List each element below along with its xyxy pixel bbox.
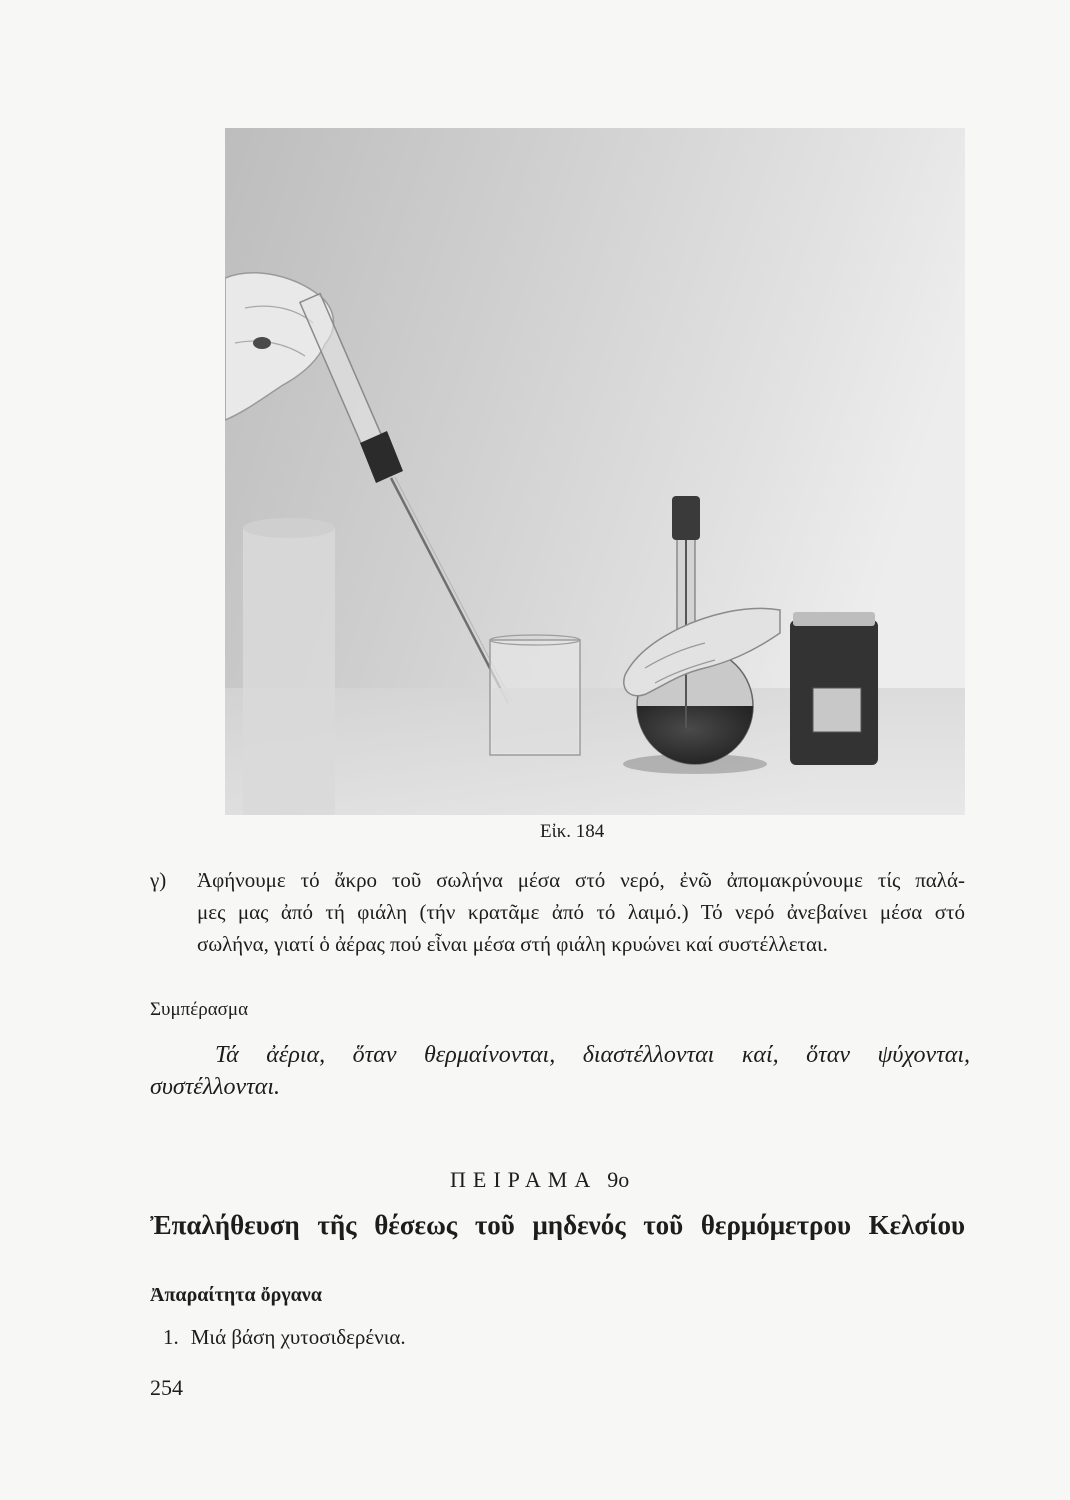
experiment-heading: [450, 1164, 629, 1196]
conclusion-heading: Συμπέρασμα: [150, 999, 249, 1020]
jar-label: [813, 688, 861, 732]
equipment-item-text: Μιά βάση χυτοσιδερένια.: [190, 1325, 406, 1349]
conclusion-text-line: Τά ἀέρια, ὅταν θερμαίνονται, διαστέλλονται καί, ὅταν ψύχονται,: [215, 1042, 970, 1068]
step-text-line: μες μας ἀπό τή φιάλη (τήν κρατᾶμε ἀπό τό λαιμό.) Τό νερό ἀνεβαίνει μέσα στό: [197, 900, 965, 924]
equipment-item: [163, 1321, 406, 1353]
ring: [253, 337, 271, 349]
equipment-heading: Ἀπαραίτητα ὄργανα: [150, 1284, 322, 1306]
figure-caption: Εἰκ. 184: [540, 821, 605, 842]
lamp-stand: [243, 518, 335, 815]
photo-illustration: [225, 128, 965, 815]
flask-cork: [672, 496, 700, 540]
jar: [790, 612, 878, 765]
beaker: [490, 635, 580, 755]
conclusion-text-line: συστέλλονται.: [150, 1074, 281, 1100]
experiment-title: Ἐπαλήθευση τῆς θέσεως τοῦ μηδενός τοῦ θερμόμετρου Κελσίου: [150, 1210, 965, 1240]
step-text-line: σωλήνα, γιατί ὁ ἀέρας πού εἶναι μέσα στή φιάλη κρυώνει καί συστέλλεται.: [197, 932, 828, 956]
page-number: 254: [150, 1375, 183, 1400]
experiment-number: 9ο: [607, 1167, 630, 1192]
equipment-item-number: 1.: [163, 1325, 179, 1349]
step-text-line: Ἀφήνουμε τό ἄκρο τοῦ σωλήνα μέσα στό νερό, ἐνῶ ἀπομακρύνουμε τίς παλά-: [197, 868, 965, 892]
experiment-label: ΠΕΙΡΑΜΑ: [450, 1167, 598, 1192]
figure-photo: [225, 128, 965, 815]
step-label: γ): [150, 868, 167, 892]
